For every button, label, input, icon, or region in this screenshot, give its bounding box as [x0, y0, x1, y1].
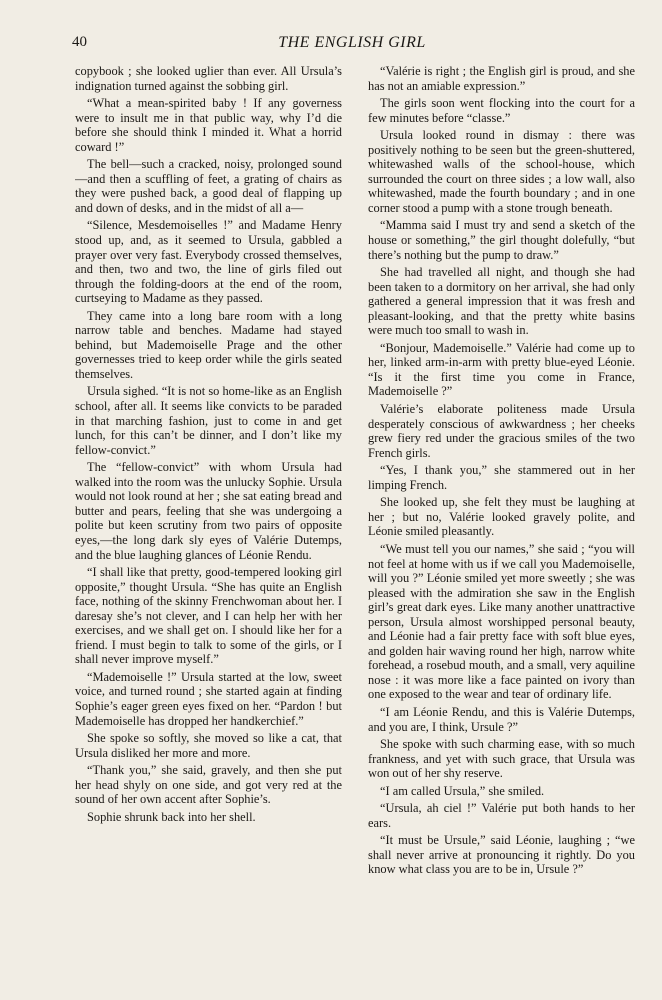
running-title: THE ENGLISH GIRL: [278, 34, 426, 51]
paragraph: Sophie shrunk back into her shell.: [87, 809, 256, 824]
paragraph: “Thank you,” she said, gravely, and then she put her head shyly on one side, and got very red at the sound of her own accent after Sophie’s.: [75, 763, 342, 807]
paragraph: Valérie’s elaborate politeness made Ursula desperately conscious of awkwardness ; her cheeks grew fiery red under the gracious smiles of the two French girls.: [368, 402, 635, 460]
paragraph: “Mademoiselle !” Ursula started at the low, sweet voice, and turned round ; she started again at finding Sophie’s eager green eyes fixed on her. “Pardon ! but Mademoiselle has dropped her handkerchief.”: [75, 669, 342, 728]
paragraph: “Silence, Mesdemoiselles !” and Madame Henry stood up, and, as it seemed to Ursula, gabbled a prayer over very fast. Everybody crossed themselves, and then, two and two, the line of girls filed out through the folding-doors at the end of the room, curtseying to Madame as they passed.: [75, 218, 342, 306]
paragraph: “It must be Ursule,” said Léonie, laughing ; “we shall never arrive at pronouncing it rightly. Do you know what class you are to be in, Ursule ?”: [368, 833, 635, 877]
paragraph: The girls soon went flocking into the court for a few minutes before “classe.”: [368, 96, 635, 125]
paragraph: Ursula looked round in dismay : there was positively nothing to be seen but the green-shuttered, whitewashed walls of the school-house, which surrounded the court on three sides ; a low wall, also whitewashed, made the fourth boundary ; and in one corner stood a pump with a stone trough beneath.: [368, 128, 635, 215]
page-number: 40: [72, 34, 87, 50]
right-column: [368, 64, 635, 984]
paragraph: She looked up, she felt they must be laughing at her ; but no, Valérie looked gravely polite, and Léonie smiled pleasantly.: [368, 495, 635, 539]
paragraph: The “fellow-convict” with whom Ursula had walked into the room was the unlucky Sophie. Ursula would not look round at her ; she sat eating bread and butter and pears, feeling that she was undergoing a polite but keen scrutiny from two pairs of opposite eyes,—the long dark sly eyes of Valérie Dutemps, and the blue laughing glances of Léonie Rendu.: [75, 460, 342, 562]
paragraph: She spoke with such charming ease, with so much frankness, and yet with such grace, that Ursula was won out of her shy reserve.: [368, 737, 635, 781]
paragraph: She spoke so softly, she moved so like a cat, that Ursula disliked her more and more.: [75, 731, 342, 760]
paragraph: “Yes, I thank you,” she stammered out in her limping French.: [368, 463, 635, 492]
paragraph: “We must tell you our names,” she said ; “you will not feel at home with us if we call you Mademoiselle, will you ?” Léonie smiled yet more sweetly ; she was pleased with the admiration she saw in the English girl’s great dark eyes. Like many another unattractive person, Ursula almost worshipped personal beauty, and Léonie had a fair pretty face with soft blue eyes, and golden hair waving round her high, narrow white forehead, a rosebud mouth, and a small, very aquiline nose : it was more like a face painted on ivory than one exposed to the wear and tear of ordinary life.: [368, 541, 635, 702]
paragraph: Ursula sighed. “It is not so home-like as an English school, after all. It seems like convicts to be paraded in that marching fashion, just to come in and get lunch, for this can’t be dinner, and I don’t like my fellow-convict.”: [75, 384, 342, 457]
paragraph: “I am Léonie Rendu, and this is Valérie Dutemps, and you are, I think, Ursule ?”: [368, 704, 635, 734]
paragraph: The bell—such a cracked, noisy, prolonged sound—and then a scuffling of feet, a grating of chairs as they were pushed back, a good deal of flapping up and down of desks, and in the midst of all a—: [75, 157, 342, 215]
paragraph: “Bonjour, Mademoiselle.” Valérie had come up to her, linked arm-in-arm with pretty blue-eyed Léonie. “Is it the first time you come in France, Mademoiselle ?”: [368, 340, 635, 399]
left-column: [75, 64, 342, 984]
paragraph: “Valérie is right ; the English girl is proud, and she has not an amiable expression.”: [368, 64, 635, 93]
paragraph: “What a mean-spirited baby ! If any governess were to insult me in that public way, why I’d die before she should think I minded it. What a horrid coward !”: [75, 96, 342, 154]
paragraph: “I am called Ursula,” she smiled.: [380, 783, 545, 798]
paragraph: “I shall like that pretty, good-tempered looking girl opposite,” thought Ursula. “She has quite an English face, nothing of the skinny Frenchwoman about her. I daresay she’s not clever, and I can help her with her exercises, and we shall get on. I should like her for a friend. I must begin to talk to some of the girls, or I shall never improve myself.”: [75, 565, 342, 667]
paragraph: She had travelled all night, and though she had been taken to a dormitory on her arrival, she had only gathered a general impression that it was fresh and pleasant-looking, and that the pretty white basins were much too small to wash in.: [368, 265, 635, 338]
paragraph: “Mamma said I must try and send a sketch of the house or something,” the girl thought dolefully, “but there’s nothing but the pump to draw.”: [368, 218, 635, 262]
paragraph: copybook ; she looked uglier than ever. All Ursula’s indignation turned against the sobbing girl.: [75, 64, 342, 93]
paragraph: They came into a long bare room with a long narrow table and benches. Madame had stayed behind, but Mademoiselle Prage and the other governesses tried to keep order while the girls seated themselves.: [75, 308, 342, 381]
page-header: [72, 34, 632, 58]
paragraph: “Ursula, ah ciel !” Valérie put both hands to her ears.: [368, 801, 635, 830]
